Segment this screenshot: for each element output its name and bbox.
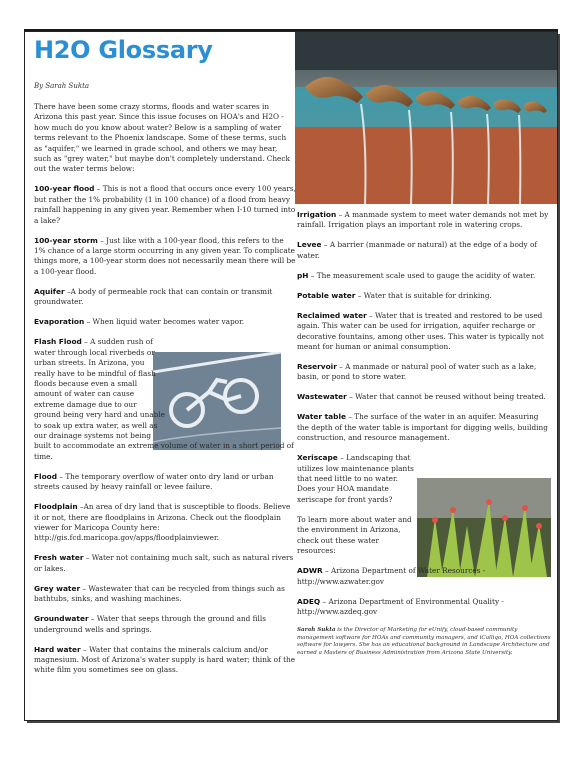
glossary-entry: Flash Flood – A sudden rush of water through local riverbeds or urban streets. In Arizona, you really have to be mindful of flash floods because even a small amount of water can cause extreme damage due to our ground being very hard and unable to soak up extra water, as well as our drainage systems not being built to accommodate an extreme volume of water in a short period of time.	[34, 337, 294, 461]
glossary-entry: Flood – The temporary overflow of water onto dry land or urban streets caused by heavy rainfall or levee failure.	[34, 471, 274, 492]
fountain-spouts-photo	[295, 32, 557, 204]
glossary-entry: Evaporation – When liquid water becomes water vapor.	[34, 317, 245, 327]
glossary-entry: Hard water – Water that contains the minerals calcium and/or magnesium. Most of Arizona's water supply is hard water; think of the white film you sometimes see on glass.	[34, 644, 296, 675]
glossary-entry: 100-year flood – This is not a flood that occurs once every 100 years, but rather the 1% probability (1 in 100 chance) of a flood from heavy rainfall happening in any given year. Remember when I-10 turned into a lake?	[34, 184, 296, 225]
resource-entry: ADEQ – Arizona Department of Environmental Quality - http://www.azdeq.gov	[297, 596, 504, 616]
glossary-entry: Aquifer –A body of permeable rock that can contain or transmit groundwater.	[34, 286, 273, 307]
resources-intro: To learn more about water and the environment in Arizona, check out these water resources:	[297, 514, 412, 556]
page-title: H2O Glossary	[34, 36, 213, 64]
glossary-entry: pH – The measurement scale used to gauge the acidity of water.	[297, 270, 536, 280]
glossary-entry: Wastewater – Water that cannot be reused without being treated.	[297, 392, 546, 402]
newsletter-page	[24, 31, 558, 721]
glossary-entry: Xeriscape – Landscaping that utilizes low maintenance plants that need little to no water. Does your HOA mandate xeriscape for front yards?	[297, 453, 414, 504]
left-column	[34, 102, 296, 685]
author-bio: Sarah Sukta is the Director of Marketing for eUnify, cloud-based community management software for HOAs and community managers, and iCalliqo, HOA collections software for lawyers. She has an educational background in Landscape Architecture and earned a Masters of Business Administration from Arizona State University.	[297, 626, 551, 656]
glossary-entry: Levee – A barrier (manmade or natural) at the edge of a body of water.	[297, 240, 538, 260]
resource-entry: ADWR – Arizona Department of Water Resources - http://www.azwater.gov	[297, 566, 486, 586]
byline: By Sarah Sukta	[34, 82, 90, 90]
glossary-entry: Water table – The surface of the water in an aquifer. Measuring the depth of the water table is important for digging wells, building construction, and resource management.	[297, 412, 548, 443]
glossary-entry: Fresh water – Water not containing much salt, such as natural rivers or lakes.	[34, 553, 294, 573]
glossary-entry: Groundwater – Water that seeps through the ground and fills underground wells and springs.	[34, 614, 266, 634]
glossary-entry: Reservoir – A manmade or natural pool of water such as a lake, basin, or pond to store water.	[297, 362, 537, 382]
glossary-entry: Grey water – Wastewater that can be recycled from things such as bathtubs, sinks, and washing machines.	[34, 583, 285, 604]
glossary-entry: 100-year storm – Just like with a 100-year flood, this refers to the 1% chance of a large storm occurring in any given year. To complicate things more, a 100-year storm does not necessarily mean there will be a 100-year flood.	[34, 235, 296, 276]
right-column	[297, 210, 551, 667]
glossary-entry: Reclaimed water – Water that is treated and restored to be used again. This water can be used for irrigation, aquifer recharge or decorative fountains, among other uses. This water is typically not meant for human or animal consumption.	[297, 310, 544, 352]
glossary-entry: Potable water – Water that is suitable for drinking.	[297, 290, 492, 300]
glossary-entry: Floodplain –An area of dry land that is susceptible to floods. Believe it or not, there are floodplains in Arizona. Check out the floodplain viewer for Maricopa County here: http://gis.fcd.maricopa.gov/apps/floodplainviewer.	[34, 502, 291, 543]
intro-paragraph: There have been some crazy storms, floods and water scares in Arizona this past year. Since this issue focuses on HOA's and H2O - how much do you know about water? Below is a sampling of water terms relevant to the Phoenix landscape. Some of these terms, such as "aquifer," we learned in grade school, and others we may hear, such as "grey water," but maybe don't completely understand. Check out the water terms below:	[34, 102, 290, 174]
glossary-entry: Irrigation – A manmade system to meet water demands not met by rainfall. Irrigation plays an important role in watering crops.	[297, 210, 549, 230]
